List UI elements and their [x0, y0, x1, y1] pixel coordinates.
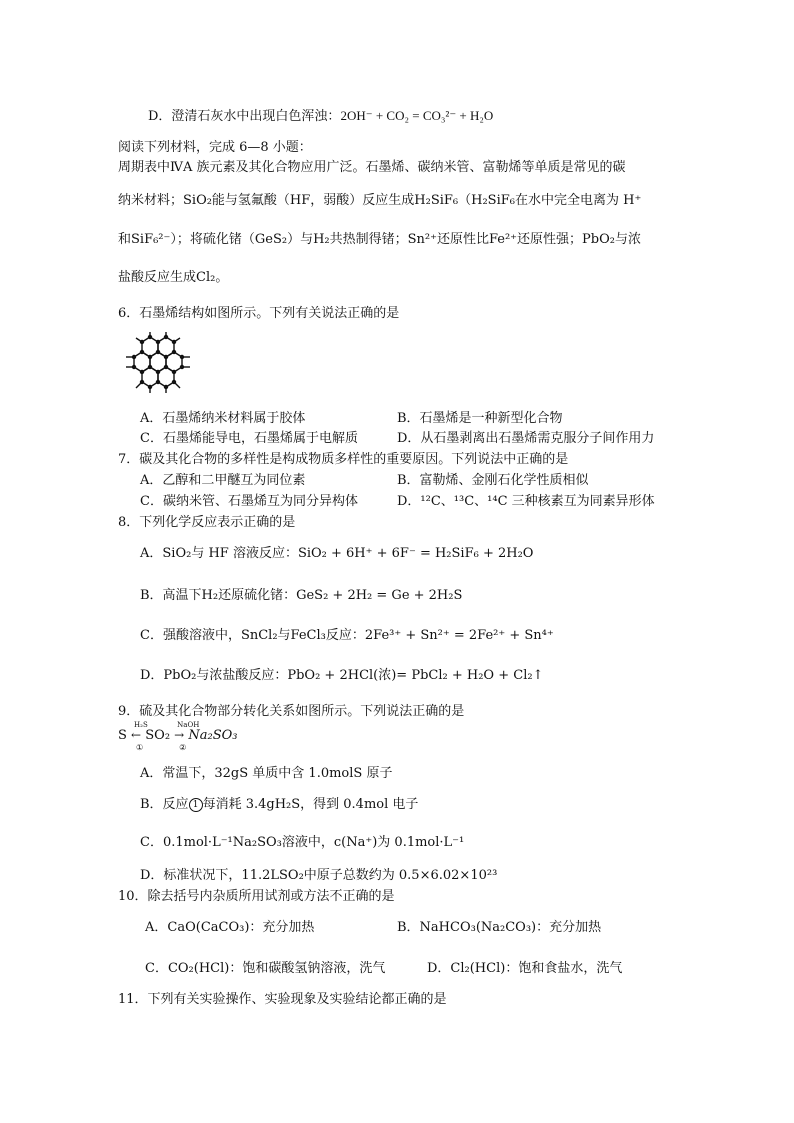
q8-option-b: B．高温下H₂还原硫化锗：GeS₂ + 2H₂ = Ge + 2H₂S	[140, 588, 463, 603]
q7-option-b: B．富勒烯、金刚石化学性质相似	[397, 473, 589, 488]
reading-intro: 阅读下列材料，完成 6—8 小题：	[118, 140, 312, 155]
scheme-reagent-h2s: H₂S	[134, 721, 148, 729]
q10-option-c: C．CO₂(HCl)：饱和碳酸氢钠溶液，洗气	[145, 961, 386, 976]
q7-option-d: D．¹²C、¹³C、¹⁴C 三种核素互为同素异形体	[397, 494, 655, 509]
q9-stem: 9．硫及其化合物部分转化关系如图所示。下列说法正确的是	[118, 704, 465, 719]
scheme-step-2: ②	[179, 743, 187, 752]
q10-option-b: B．NaHCO₃(Na₂CO₃)：充分加热	[397, 920, 602, 935]
q5-option-d: D．澄清石灰水中出现白色浑浊：2OH⁻ + CO₂ = CO₃²⁻ + H₂O	[148, 108, 494, 124]
left-arrow-icon: ←	[131, 728, 142, 742]
q11-stem: 11．下列有关实验操作、实验现象及实验结论都正确的是	[118, 992, 447, 1007]
q10-option-a: A．CaO(CaCO₃)：充分加热	[145, 920, 315, 935]
scheme-sulfur: S	[118, 728, 127, 743]
reading-paragraph-line-1: 周期表中ⅣA 族元素及其化合物应用广泛。石墨烯、碳纳米管、富勒烯等单质是常见的碳	[118, 160, 626, 175]
q9-option-d: D．标准状况下，11.2LSO₂中原子总数约为 0.5×6.02×10²³	[140, 868, 498, 883]
q8-option-d: D．PbO₂与浓盐酸反应：PbO₂ + 2HCl(浓)= PbCl₂ + H₂O + Cl₂↑	[140, 668, 544, 683]
sulfur-conversion-scheme	[118, 721, 238, 752]
scheme-arrow-2	[174, 721, 200, 752]
reading-paragraph-line-2: 纳米材料；SiO₂能与氢氟酸（HF，弱酸）反应生成H₂SiF₆（H₂SiF₆在水中完全电离为 H⁺	[118, 193, 642, 208]
right-arrow-icon: →	[174, 728, 185, 742]
scheme-step-1: ①	[136, 743, 144, 752]
q7-option-c: C．碳纳米管、石墨烯互为同分异构体	[140, 494, 358, 509]
reading-paragraph-line-3: 和SiF₆²⁻）；将硫化锗（GeS₂）与H₂共热制得锗；Sn²⁺还原性比Fe²⁺还原性强；PbO₂与浓	[118, 232, 641, 247]
scheme-reagent-naoh: NaOH	[177, 721, 200, 729]
reading-paragraph-line-4: 盐酸反应生成Cl₂。	[118, 270, 229, 285]
q6-option-a: A．石墨烯纳米材料属于胶体	[140, 411, 306, 426]
q8-option-a: A．SiO₂与 HF 溶液反应：SiO₂ + 6H⁺ + 6F⁻ = H₂SiF₆ + 2H₂O	[140, 546, 534, 561]
q7-option-a: A．乙醇和二甲醚互为同位素	[140, 473, 306, 488]
q10-option-d: D．Cl₂(HCl)：饱和食盐水，洗气	[427, 961, 623, 976]
q7-stem: 7．碳及其化合物的多样性是构成物质多样性的重要原因。下列说法中正确的是	[118, 452, 569, 467]
q8-option-c: C．强酸溶液中，SnCl₂与FeCl₃反应：2Fe³⁺ + Sn²⁺ = 2Fe²⁺ + Sn⁴⁺	[140, 628, 554, 643]
q9-option-a: A．常温下，32gS 单质中含 1.0molS 原子	[140, 766, 393, 781]
q5-option-d-formula: 2OH⁻ + CO₂ = CO₃²⁻ + H₂O	[340, 108, 494, 123]
q9-option-b: B．反应 1 每消耗 3.4gH₂S，得到 0.4mol 电子	[140, 797, 419, 812]
q9-option-c: C．0.1mol·L⁻¹Na₂SO₃溶液中，c(Na⁺)为 0.1mol·L⁻¹	[140, 835, 465, 850]
q6-stem: 6．石墨烯结构如图所示。下列有关说法正确的是	[118, 306, 400, 321]
scheme-arrow-1	[131, 721, 148, 752]
q6-option-b: B．石墨烯是一种新型化合物	[397, 411, 563, 426]
scheme-so2: SO₂	[145, 728, 171, 743]
q6-option-d: D．从石墨剥离出石墨烯需克服分子间作用力	[397, 431, 655, 446]
q8-stem: 8．下列化学反应表示正确的是	[118, 515, 296, 530]
circled-number-1: 1	[189, 798, 203, 812]
q6-option-c: C．石墨烯能导电，石墨烯属于电解质	[140, 431, 358, 446]
scheme-na2so3: Na₂SO₃	[188, 728, 238, 743]
q10-stem: 10．除去括号内杂质所用试剂或方法不正确的是	[118, 889, 395, 904]
graphene-structure-figure	[118, 330, 198, 398]
